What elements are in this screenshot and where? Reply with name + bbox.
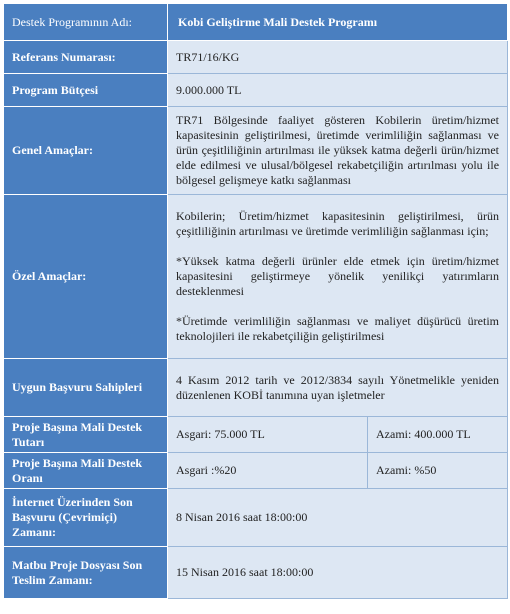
specific-objectives-value xyxy=(168,195,508,359)
reference-label: Referans Numarası: xyxy=(4,41,168,74)
specific-objectives-paragraph: Kobilerin; Üretim/hizmet kapasitesinin geliştirilmesi, ürün çeşitliliğinin artırılması ve üretimde verimliliğin sağlanması için; xyxy=(176,209,500,238)
eligible-applicants-row xyxy=(4,359,508,417)
program-name-label: Destek Programının Adı: xyxy=(4,4,168,41)
specific-objectives-label: Özel Amaçlar: xyxy=(4,195,168,359)
general-objectives-row xyxy=(4,107,508,195)
printed-deadline-row xyxy=(4,547,508,599)
support-amount-label: Proje Başına Mali Destek Tutarı xyxy=(4,417,168,453)
support-amount-max: Azami: 400.000 TL xyxy=(368,417,508,453)
support-rate-max: Azami: %50 xyxy=(368,453,508,489)
support-rate-label: Proje Başına Mali Destek Oranı xyxy=(4,453,168,489)
budget-row xyxy=(4,74,508,107)
eligible-applicants-text: 4 Kasım 2012 tarih ve 2012/3834 sayılı Yönetmelikle yeniden düzenlenen KOBİ tanımına uyan işletmeler xyxy=(176,372,500,402)
online-deadline-label: İnternet Üzerinden Son Başvuru (Çevrimiçi) Zamanı: xyxy=(4,489,168,547)
general-objectives-value xyxy=(168,107,508,195)
support-amount-row xyxy=(4,417,508,453)
specific-objectives-row xyxy=(4,195,508,359)
general-objectives-text: TR71 Bölgesinde faaliyet gösteren Kobilerin üretim/hizmet kapasitesinin geliştirilmesi, üretimde verimliliğin sağlanması ve ürün çeşitliliğinin artırılması ile yüksek katma değerli ürün/hizmet elde edilmesi ve ulusal/bölgesel rekabetçiliğin artırılması yolu ile bölgesel gelişmeye katkı sağlanması xyxy=(176,113,500,187)
printed-deadline-label: Matbu Proje Dosyası Son Teslim Zamanı: xyxy=(4,547,168,599)
support-rate-min: Asgari :%20 xyxy=(168,453,368,489)
support-amount-min: Asgari: 75.000 TL xyxy=(168,417,368,453)
budget-value: 9.000.000 TL xyxy=(168,74,508,107)
specific-objectives-paragraph: *Üretimde verimliliğin sağlanması ve maliyet düşürücü üretim teknolojileri ile rekabetçiliğin geliştirilmesi xyxy=(176,314,500,343)
eligible-applicants-value xyxy=(168,359,508,417)
specific-objectives-paragraph: *Yüksek katma değerli ürünler elde etmek için üretim/hizmet kapasitesini geliştirmeye yönelik yenilikçi yatırımların desteklenmesi xyxy=(176,254,500,298)
eligible-applicants-label: Uygun Başvuru Sahipleri xyxy=(4,359,168,417)
budget-label: Program Bütçesi xyxy=(4,74,168,107)
program-info-table xyxy=(3,3,508,599)
header-row xyxy=(4,4,508,41)
reference-value: TR71/16/KG xyxy=(168,41,508,74)
printed-deadline-value: 15 Nisan 2016 saat 18:00:00 xyxy=(168,547,508,599)
online-deadline-value: 8 Nisan 2016 saat 18:00:00 xyxy=(168,489,508,547)
program-name-value: Kobi Geliştirme Mali Destek Programı xyxy=(168,4,508,41)
reference-row xyxy=(4,41,508,74)
online-deadline-row xyxy=(4,489,508,547)
support-rate-row xyxy=(4,453,508,489)
general-objectives-label: Genel Amaçlar: xyxy=(4,107,168,195)
